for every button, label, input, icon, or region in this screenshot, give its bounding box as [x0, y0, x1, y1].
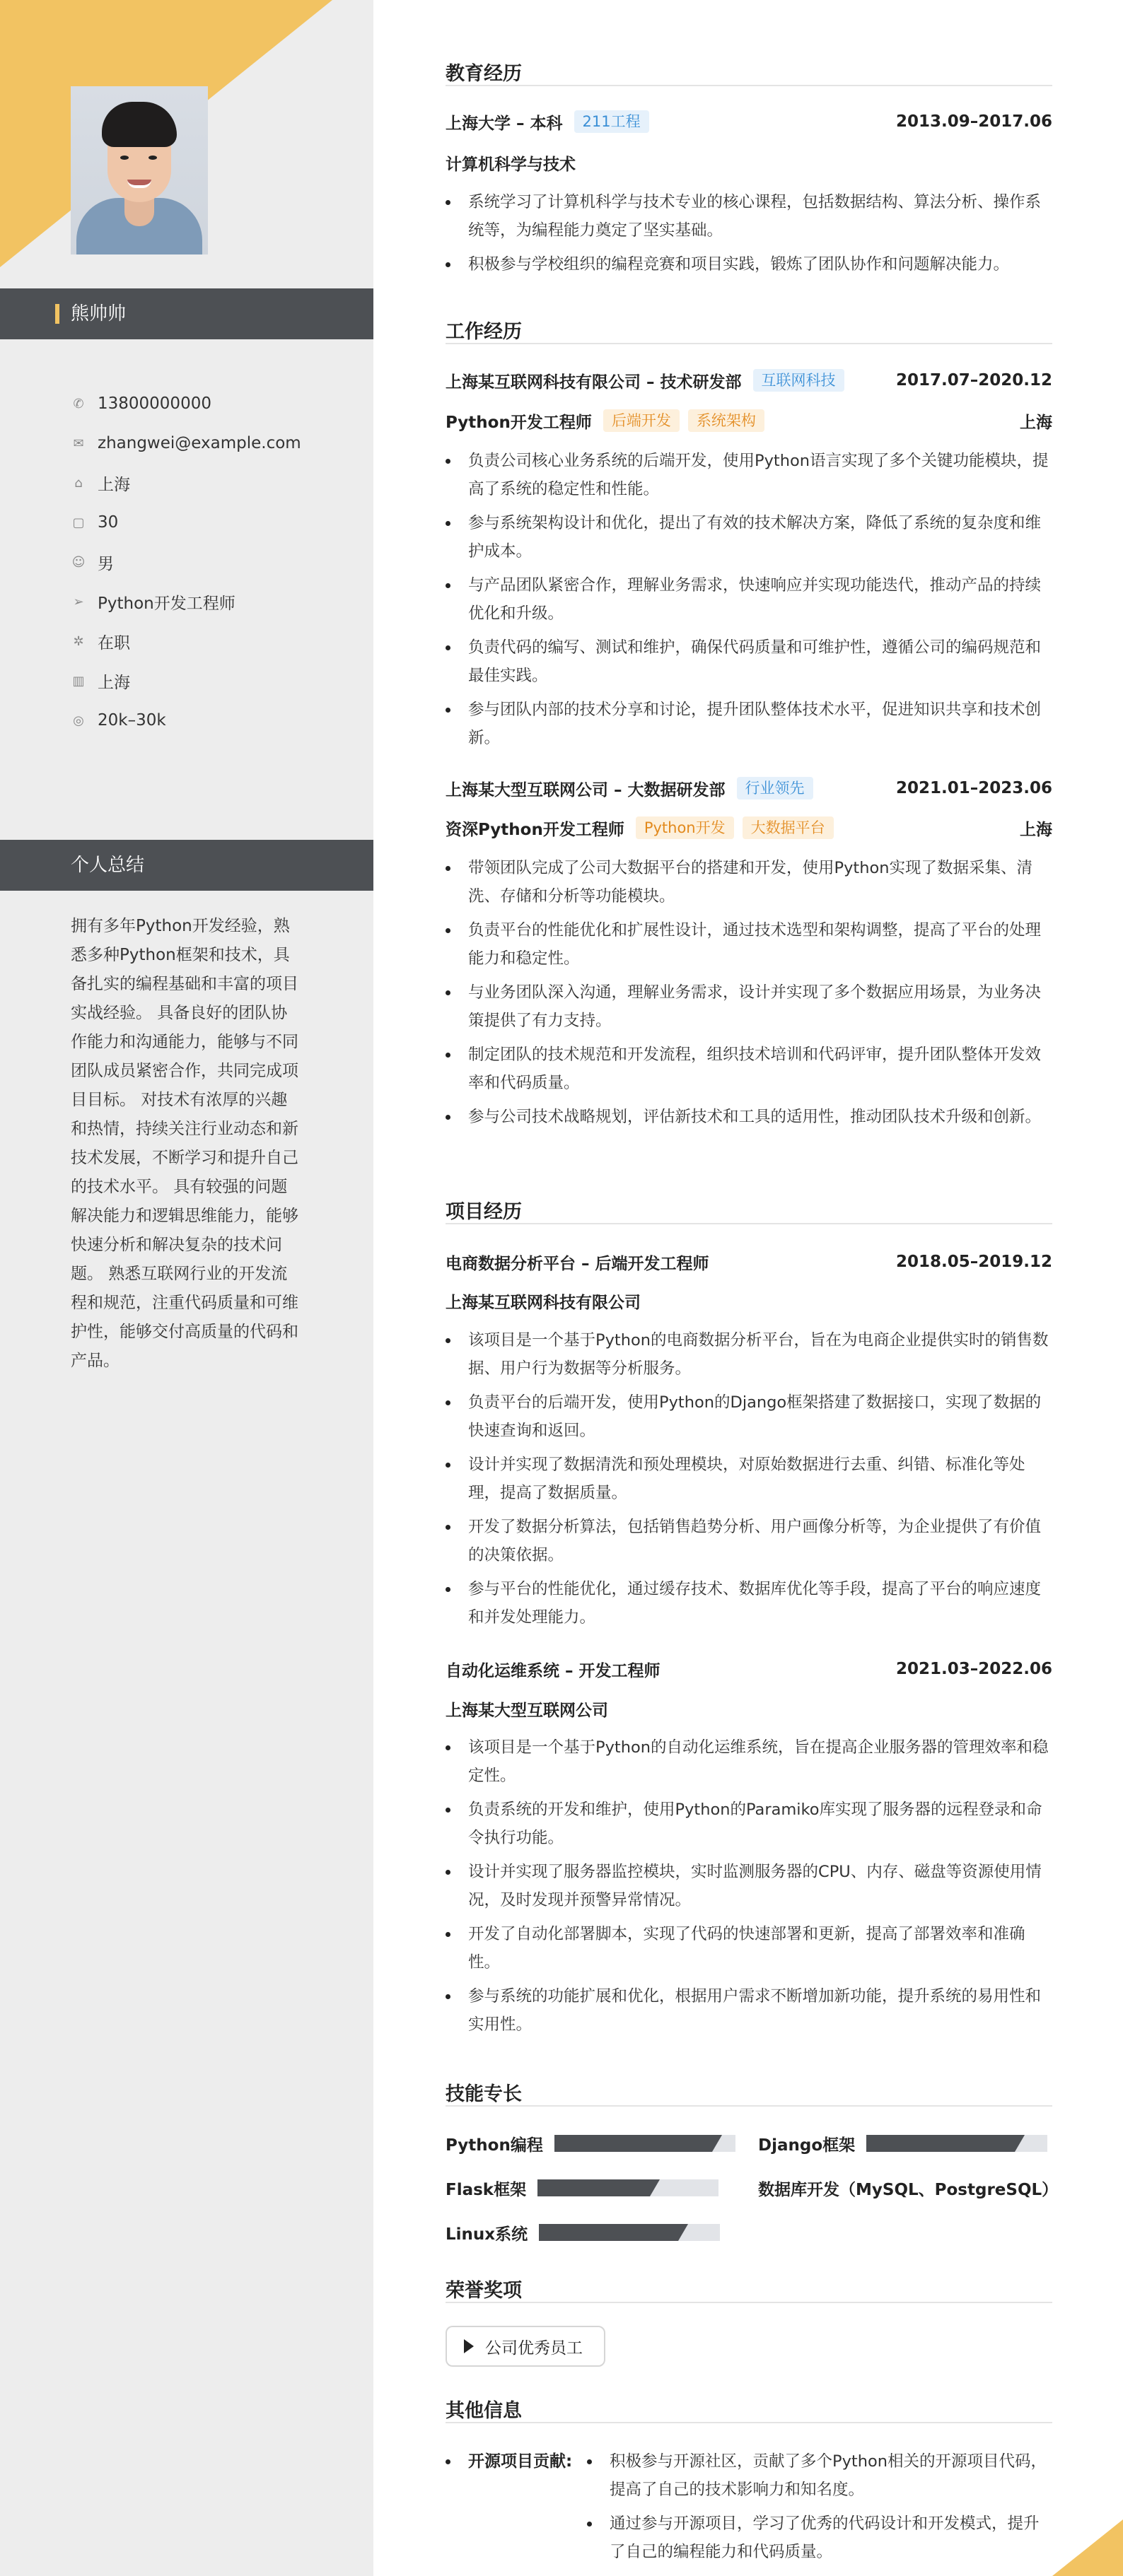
avatar	[71, 86, 208, 254]
skill-name: Flask框架	[446, 2180, 527, 2199]
list-item: 该项目是一个基于Python的自动化运维系统，旨在提高企业服务器的管理效率和稳定性。	[446, 1733, 1052, 1790]
job-role: 资深Python开发工程师	[446, 820, 624, 839]
school-tag: 211工程	[574, 110, 649, 133]
info-phone	[71, 384, 301, 423]
skill-item	[446, 2131, 735, 2156]
decor-corner	[1052, 2519, 1123, 2576]
company-tag: 行业领先	[737, 777, 813, 800]
info-text: 13800000000	[98, 394, 211, 413]
list-item: 参与团队内部的技术分享和讨论，提升团队整体技术水平，促进知识共享和技术创新。	[446, 696, 1052, 752]
list-item: 参与平台的性能优化，通过缓存技术、数据库优化等手段，提高了平台的响应速度和并发处理能力。	[446, 1575, 1052, 1632]
skill-bar	[537, 2179, 718, 2196]
list-item: 通过参与开源项目，学习了优秀的代码设计和开发模式，提升了自己的编程能力和代码质量。	[584, 2510, 1052, 2566]
list-item: 带领团队完成了公司大数据平台的搭建和开发，使用Python实现了数据采集、清洗、存储和分析等功能模块。	[446, 854, 1052, 911]
list-item: 负责系统的开发和维护，使用Python的Paramiko库实现了服务器的远程登录和命令执行功能。	[446, 1796, 1052, 1852]
divider	[446, 2105, 1052, 2107]
divider	[446, 1223, 1052, 1224]
skill-bar	[866, 2135, 1047, 2152]
job-bullets	[446, 854, 1052, 1137]
skill-bar-fill	[554, 2135, 712, 2152]
gender-icon: ☺	[71, 554, 86, 570]
list-item: 负责平台的性能优化和扩展性设计，通过技术选型和架构调整，提高了平台的处理能力和稳定性。	[446, 916, 1052, 973]
skill-bar	[539, 2224, 720, 2241]
job-date: 2017.07–2020.12	[895, 371, 1052, 390]
info-text: 男	[98, 554, 114, 573]
section-title-other: 其他信息	[446, 2400, 522, 2422]
section-title-honors: 荣誉奖项	[446, 2280, 522, 2302]
age-icon: ▢	[72, 515, 85, 530]
role-tag: 后端开发	[603, 409, 680, 432]
profile-name: 熊帅帅	[71, 303, 127, 324]
project-header	[446, 1656, 1052, 1682]
honor-item	[446, 2326, 605, 2367]
info-status	[71, 621, 301, 661]
divider	[446, 2422, 1052, 2423]
job-city: 上海	[1020, 820, 1052, 839]
skill-bar-fill	[866, 2135, 1015, 2152]
section-title-skills: 技能专长	[446, 2083, 522, 2105]
section-title-work: 工作经历	[446, 321, 522, 343]
job-bullets	[446, 447, 1052, 758]
info-text: 上海	[98, 475, 130, 494]
job-header	[446, 775, 1052, 801]
list-item: 负责公司核心业务系统的后端开发，使用Python语言实现了多个关键功能模块，提高了系统的稳定性和性能。	[446, 447, 1052, 503]
list-item: 参与公司技术战略规划，评估新技术和工具的适用性，推动团队技术升级和创新。	[446, 1103, 1052, 1131]
summary-title: 个人总结	[71, 855, 145, 876]
education-bullets	[446, 188, 1052, 284]
skill-item	[446, 2175, 718, 2201]
project-name: 电商数据分析平台 – 后端开发工程师	[446, 1254, 709, 1273]
company-name: 上海某大型互联网公司 – 大数据研发部	[446, 780, 726, 800]
major-row	[446, 150, 1052, 175]
skill-name: Django框架	[758, 2136, 856, 2155]
info-text: 上海	[98, 673, 130, 692]
list-item: 与业务团队深入沟通，理解业务需求，设计并实现了多个数据应用场景，为业务决策提供了有力支持。	[446, 978, 1052, 1035]
summary-text: 拥有多年Python开发经验，熟悉多种Python框架和技术，具备扎实的编程基础和丰富的项目实战经验。 具备良好的团队协作能力和沟通能力，能够与不同团队成员紧密合作，共同完成项目目标。 对技术有浓厚的兴趣和热情，持续关注行业动态和新技术发展，不断学习和提升自己的技术水平。 具有较强的问题解决能力和逻辑思维能力，能够快速分析和解决复杂的技术问题。 熟悉互联网行业的开发流程和规范，注重代码质量和可维护性，能够交付高质量的代码和产品。	[71, 917, 298, 1370]
section-title-projects: 项目经历	[446, 1201, 522, 1223]
skill-item	[758, 2131, 1047, 2156]
money-icon: ◎	[73, 713, 84, 728]
skill-name: Python编程	[446, 2136, 543, 2155]
summary-header	[0, 840, 373, 891]
job-role: Python开发工程师	[446, 413, 592, 432]
info-text: 在职	[98, 633, 130, 652]
building-icon: ▥	[72, 673, 85, 689]
mail-icon: ✉	[73, 435, 84, 451]
project-bullets	[446, 1733, 1052, 2044]
sidebar	[0, 0, 373, 2576]
project-company-row	[446, 1288, 1052, 1313]
status-icon: ✲	[73, 633, 84, 649]
project-name: 自动化运维系统 – 开发工程师	[446, 1661, 661, 1680]
skill-name: 数据库开发（MySQL、PostgreSQL）	[758, 2180, 1059, 2199]
info-location	[71, 463, 301, 503]
list-item: 设计并实现了数据清洗和预处理模块，对原始数据进行去重、纠错、标准化等处理，提高了数据质量。	[446, 1451, 1052, 1507]
project-company: 上海某大型互联网公司	[446, 1701, 608, 1720]
project-date: 2018.05–2019.12	[895, 1253, 1052, 1271]
list-item: 负责代码的编写、测试和维护，确保代码质量和可维护性，遵循公司的编码规范和最佳实践。	[446, 633, 1052, 690]
school-name: 上海大学 – 本科	[446, 114, 563, 133]
play-icon	[464, 2339, 474, 2353]
info-email	[71, 423, 301, 463]
info-age	[71, 503, 301, 542]
list-item: 该项目是一个基于Python的电商数据分析平台，旨在为电商企业提供实时的销售数据、用户行为数据等分析服务。	[446, 1326, 1052, 1383]
list-item: 系统学习了计算机科学与技术专业的核心课程，包括数据结构、算法分析、操作系统等，为编程能力奠定了坚实基础。	[446, 188, 1052, 245]
role-tag: 大数据平台	[743, 816, 834, 839]
honor-label: 公司优秀员工	[485, 2338, 583, 2358]
list-item: 与产品团队紧密合作，理解业务需求，快速响应并实现功能迭代，推动产品的持续优化和升级。	[446, 571, 1052, 628]
role-tag: 系统架构	[688, 409, 764, 432]
project-company: 上海某互联网科技有限公司	[446, 1293, 641, 1312]
job-header	[446, 368, 1052, 393]
phone-icon: ✆	[73, 396, 84, 411]
skill-bar-fill	[537, 2179, 650, 2196]
project-date: 2021.03–2022.06	[895, 1660, 1052, 1678]
project-header	[446, 1249, 1052, 1275]
info-text: zhangwei@example.com	[98, 434, 301, 452]
list-item: 开发了数据分析算法，包括销售趋势分析、用户画像分析等，为企业提供了有价值的决策依据。	[446, 1513, 1052, 1569]
education-date: 2013.09–2017.06	[895, 112, 1052, 131]
list-item: 设计并实现了服务器监控模块，实时监测服务器的CPU、内存、磁盘等资源使用情况，及时发现并预警异常情况。	[446, 1858, 1052, 1914]
list-item: 参与系统的功能扩展和优化，根据用户需求不断增加新功能，提升系统的易用性和实用性。	[446, 1982, 1052, 2039]
info-text: 20k–30k	[98, 711, 166, 730]
info-text: 30	[98, 513, 119, 532]
info-city	[71, 661, 301, 701]
info-position	[71, 582, 301, 621]
list-item: 负责平台的后端开发，使用Python的Django框架搭建了数据接口，实现了数据的快速查询和返回。	[446, 1388, 1052, 1445]
list-item: 制定团队的技术规范和开发流程，组织技术培训和代码评审，提升团队整体开发效率和代码质量。	[446, 1041, 1052, 1097]
other-bullets	[584, 2447, 1052, 2572]
skill-bar	[554, 2135, 735, 2152]
job-city: 上海	[1020, 413, 1052, 432]
send-icon: ➢	[73, 594, 84, 609]
job-date: 2021.01–2023.06	[895, 779, 1052, 797]
project-company-row	[446, 1696, 1052, 1721]
skill-item	[758, 2175, 1059, 2201]
company-tag: 互联网科技	[753, 369, 844, 392]
list-item: 开发了自动化部署脚本，实现了代码的快速部署和更新，提高了部署效率和准确性。	[446, 1920, 1052, 1977]
job-role-row	[446, 815, 1052, 841]
info-salary	[71, 701, 301, 740]
other-label: 开源项目贡献:	[446, 2447, 572, 2476]
education-header	[446, 109, 1052, 134]
company-name: 上海某互联网科技有限公司 – 技术研发部	[446, 373, 742, 392]
skill-bar-fill	[539, 2224, 678, 2241]
role-tag: Python开发	[636, 816, 734, 839]
home-icon: ⌂	[74, 475, 83, 491]
list-item: 参与系统架构设计和优化，提出了有效的技术解决方案，降低了系统的复杂度和维护成本。	[446, 509, 1052, 566]
list-item: 积极参与开源社区，贡献了多个Python相关的开源项目代码，提高了自己的技术影响力和知名度。	[584, 2447, 1052, 2504]
info-gender	[71, 542, 301, 582]
info-text: Python开发工程师	[98, 594, 235, 613]
skill-name: Linux系统	[446, 2225, 528, 2244]
major: 计算机科学与技术	[446, 155, 576, 174]
skill-item	[446, 2220, 720, 2245]
name-bar	[0, 288, 373, 339]
job-role-row	[446, 408, 1052, 433]
project-bullets	[446, 1326, 1052, 1637]
divider	[446, 343, 1052, 344]
contact-info-list	[71, 384, 301, 740]
divider	[446, 2302, 1052, 2303]
divider	[446, 85, 1052, 86]
section-title-education: 教育经历	[446, 63, 522, 85]
list-item: 积极参与学校组织的编程竞赛和项目实践，锻炼了团队协作和问题解决能力。	[446, 250, 1052, 279]
